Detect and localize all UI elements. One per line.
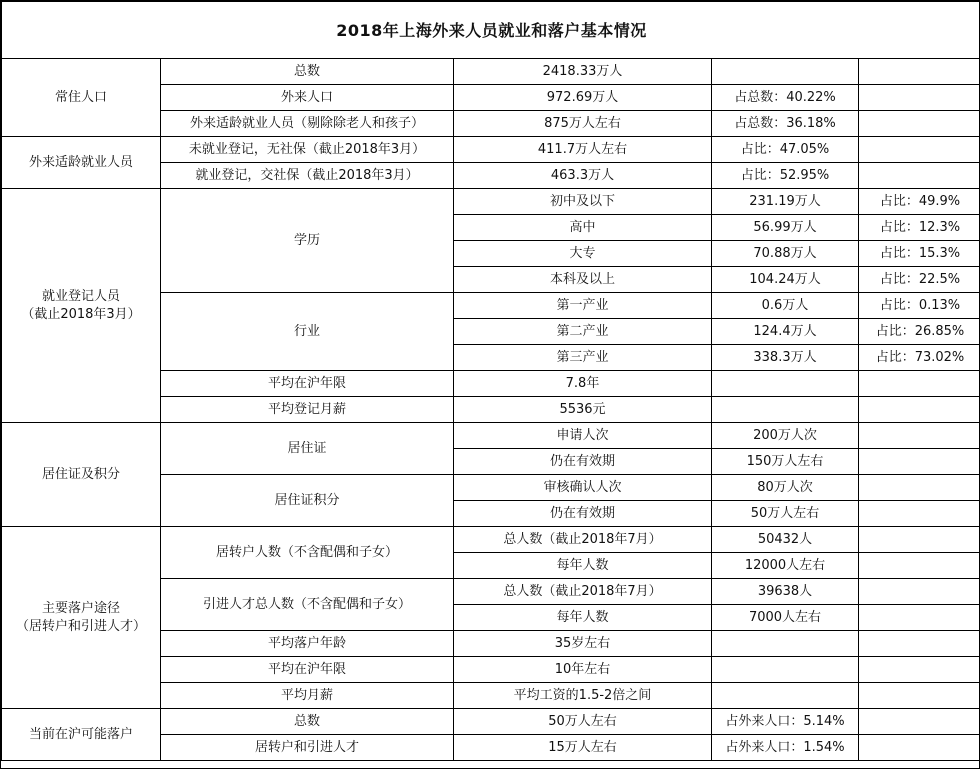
empty-cell	[859, 397, 980, 423]
row-label: 居转户和引进人才	[161, 735, 454, 761]
subgroup-label-points: 居住证积分	[161, 475, 454, 527]
group-label-line2: （截止2018年3月）	[21, 306, 141, 322]
row-value: 15万人左右	[454, 735, 712, 761]
empty-cell	[712, 397, 859, 423]
group-label-resident: 常住人口	[2, 59, 161, 137]
empty-cell	[859, 85, 980, 111]
row-value: 2418.33万人	[454, 59, 712, 85]
empty-cell	[859, 605, 980, 631]
row-label: 总人数（截止2018年7月）	[454, 527, 712, 553]
row-label: 审核确认人次	[454, 475, 712, 501]
row-value: 50432人	[712, 527, 859, 553]
row-label: 大专	[454, 241, 712, 267]
row-value: 56.99万人	[712, 215, 859, 241]
empty-cell	[712, 657, 859, 683]
group-label-line2: （居转户和引进人才）	[15, 618, 146, 634]
row-value: 104.24万人	[712, 267, 859, 293]
empty-cell	[712, 683, 859, 709]
subgroup-label-industry: 行业	[161, 293, 454, 371]
row-value: 80万人次	[712, 475, 859, 501]
row-ratio: 占比：15.3%	[859, 241, 980, 267]
row-ratio: 占比：12.3%	[859, 215, 980, 241]
subgroup-label-education: 学历	[161, 189, 454, 293]
row-label: 第三产业	[454, 345, 712, 371]
row-ratio: 占比：47.05%	[712, 137, 859, 163]
empty-cell	[859, 449, 980, 475]
row-value: 7000人左右	[712, 605, 859, 631]
row-label: 总数	[161, 709, 454, 735]
group-label-permit: 居住证及积分	[2, 423, 161, 527]
row-value: 12000人左右	[712, 553, 859, 579]
row-label: 平均月薪	[161, 683, 454, 709]
row-value: 875万人左右	[454, 111, 712, 137]
row-value: 39638人	[712, 579, 859, 605]
row-value: 70.88万人	[712, 241, 859, 267]
empty-cell	[859, 735, 980, 761]
row-label: 第二产业	[454, 319, 712, 345]
table-row	[2, 423, 980, 449]
row-ratio	[712, 59, 859, 85]
table-title: 2018年上海外来人员就业和落户基本情况	[2, 2, 980, 59]
row-value: 200万人次	[712, 423, 859, 449]
row-value: 0.6万人	[712, 293, 859, 319]
row-value: 463.3万人	[454, 163, 712, 189]
row-value: 150万人左右	[712, 449, 859, 475]
subgroup-label-transfer: 居转户人数（不含配偶和子女）	[161, 527, 454, 579]
row-ratio: 占比：0.13%	[859, 293, 980, 319]
empty-cell	[712, 371, 859, 397]
row-value: 338.3万人	[712, 345, 859, 371]
empty-cell	[859, 709, 980, 735]
row-label: 高中	[454, 215, 712, 241]
row-value: 7.8年	[454, 371, 712, 397]
row-label: 初中及以下	[454, 189, 712, 215]
row-label: 申请人次	[454, 423, 712, 449]
employment-settlement-table	[1, 1, 980, 761]
row-ratio: 占总数：36.18%	[712, 111, 859, 137]
table-row	[2, 137, 980, 163]
empty-cell	[859, 111, 980, 137]
table-row	[2, 709, 980, 735]
subgroup-label-permit-card: 居住证	[161, 423, 454, 475]
group-label-registered	[2, 189, 161, 423]
empty-cell	[859, 59, 980, 85]
row-value: 124.4万人	[712, 319, 859, 345]
empty-cell	[859, 527, 980, 553]
table-row	[2, 189, 980, 215]
subgroup-label-talent: 引进人才总人数（不含配偶和子女）	[161, 579, 454, 631]
row-ratio: 占比：73.02%	[859, 345, 980, 371]
row-label: 就业登记，交社保（截止2018年3月）	[161, 163, 454, 189]
row-label: 本科及以上	[454, 267, 712, 293]
empty-cell	[859, 501, 980, 527]
group-label-working-age: 外来适龄就业人员	[2, 137, 161, 189]
row-ratio: 占比：26.85%	[859, 319, 980, 345]
empty-cell	[859, 579, 980, 605]
empty-cell	[859, 163, 980, 189]
row-label: 总人数（截止2018年7月）	[454, 579, 712, 605]
row-ratio: 占外来人口：1.54%	[712, 735, 859, 761]
table-row	[2, 59, 980, 85]
row-label: 总数	[161, 59, 454, 85]
table-row	[2, 527, 980, 553]
row-ratio: 占比：52.95%	[712, 163, 859, 189]
row-ratio: 占外来人口：5.14%	[712, 709, 859, 735]
row-label: 平均落户年龄	[161, 631, 454, 657]
title-row	[2, 2, 980, 59]
row-ratio: 占比：22.5%	[859, 267, 980, 293]
empty-cell	[859, 657, 980, 683]
row-value: 35岁左右	[454, 631, 712, 657]
group-label-settlement	[2, 527, 161, 709]
row-value: 5536元	[454, 397, 712, 423]
row-label: 平均登记月薪	[161, 397, 454, 423]
group-label-line1: 主要落户途径	[41, 600, 120, 616]
group-label-line1: 就业登记人员	[41, 288, 120, 304]
row-value: 231.19万人	[712, 189, 859, 215]
row-label: 仍在有效期	[454, 449, 712, 475]
row-value: 50万人左右	[712, 501, 859, 527]
row-label: 每年人数	[454, 553, 712, 579]
row-label: 外来适龄就业人员（剔除除老人和孩子）	[161, 111, 454, 137]
row-value: 411.7万人左右	[454, 137, 712, 163]
group-label-possible: 当前在沪可能落户	[2, 709, 161, 761]
row-value: 50万人左右	[454, 709, 712, 735]
row-value: 平均工资的1.5-2倍之间	[454, 683, 712, 709]
empty-cell	[859, 553, 980, 579]
row-label: 第一产业	[454, 293, 712, 319]
empty-cell	[859, 371, 980, 397]
row-label: 平均在沪年限	[161, 657, 454, 683]
row-label: 每年人数	[454, 605, 712, 631]
empty-cell	[859, 423, 980, 449]
empty-cell	[859, 631, 980, 657]
row-value: 972.69万人	[454, 85, 712, 111]
row-label: 外来人口	[161, 85, 454, 111]
empty-cell	[859, 683, 980, 709]
row-label: 仍在有效期	[454, 501, 712, 527]
row-value: 10年左右	[454, 657, 712, 683]
row-label: 未就业登记，无社保（截止2018年3月）	[161, 137, 454, 163]
empty-cell	[859, 137, 980, 163]
empty-cell	[712, 631, 859, 657]
row-label: 平均在沪年限	[161, 371, 454, 397]
empty-cell	[859, 475, 980, 501]
row-ratio: 占比：49.9%	[859, 189, 980, 215]
row-ratio: 占总数：40.22%	[712, 85, 859, 111]
